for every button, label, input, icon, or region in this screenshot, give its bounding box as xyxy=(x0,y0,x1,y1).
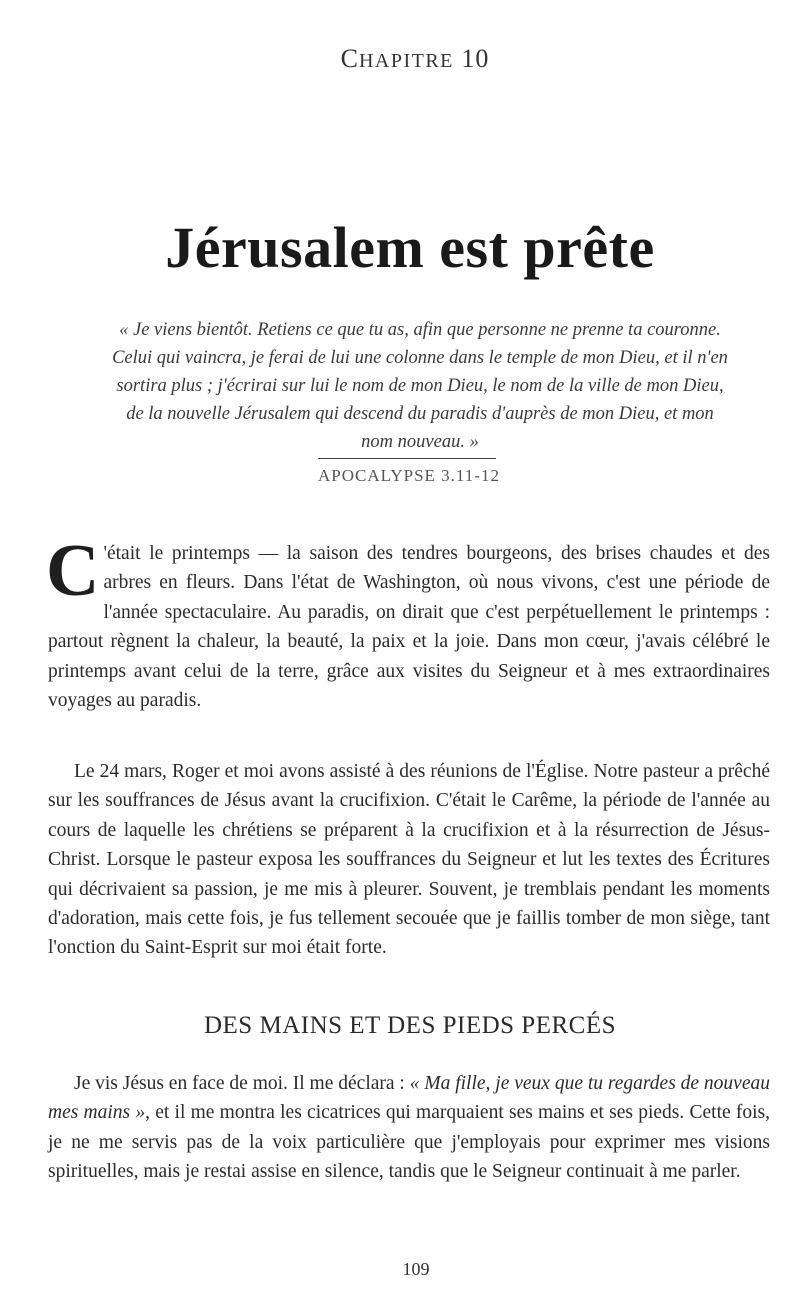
paragraph-1 xyxy=(46,530,770,715)
paragraph-3-end: , et il me montra les cicatrices qui marquaient ses mains et ses pieds. Cette fois, je ne me servis pas de la voix particulière que j'employais pour exprimer mes visions spirituelles, mais je restai assise en silence, tandis que le Seigneur continuait à me parler. xyxy=(48,1102,770,1183)
section-heading: DES MAINS ET DES PIEDS PERCÉS xyxy=(203,1012,617,1039)
chapter-number: 10 xyxy=(461,44,490,73)
epigraph-quote: « Je viens bientôt. Retiens ce que tu as, afin que personne ne prenne ta couronne. Celui qui vaincra, je ferai de lui une colonne dans le temple de mon Dieu, et il n'en sortira plus ; j'écrirai sur lui le nom de mon Dieu, le nom de la ville de mon Dieu, de la nouvelle Jérusalem qui descend du paradis d'auprès de mon Dieu, et mon nom nouveau. » xyxy=(112,320,728,452)
paragraph-3 xyxy=(48,1069,770,1187)
page-number: 109 xyxy=(402,1259,430,1279)
drop-cap: C xyxy=(46,530,100,612)
chapter-title: Jérusalem est prête xyxy=(165,215,655,280)
paragraph-1-text: 'était le printemps — la saison des tendres bourgeons, des brises chaudes et des arbres en fleurs. Dans l'état de Washington, où nous vivons, c'est une période de l'année spectaculaire. Au paradis, on dirait que c'est perpétuellement le printemps : partout règnent la chaleur, la beauté, la paix et la joie. Dans mon cœur, j'avais célébré le printemps avant celui de la terre, grâce aux visites du Seigneur et à mes extraordinaires voyages au paradis. xyxy=(48,543,770,712)
paragraph-2: Le 24 mars, Roger et moi avons assisté à des réunions de l'Église. Notre pasteur a prêché sur les souffrances de Jésus avant la crucifixion. C'était le Carême, la période de l'année au cours de laquelle les chrétiens se préparent à la crucifixion et à la résurrection de Jésus-Christ. Lorsque le pasteur exposa les souffrances du Seigneur et lut les textes des Écritures qui décrivaient sa passion, je me mis à pleurer. Souvent, je tremblais pendant les moments d'adoration, mais cette fois, je fus tellement secouée que je faillis tomber de mon siège, tant l'onction du Saint-Esprit sur moi était forte. xyxy=(48,761,770,959)
chapter-label xyxy=(0,44,800,74)
paragraph-3-quote: « Ma fille, je veux que tu regardes de nouveau mes mains » xyxy=(48,1073,770,1124)
chapter-label-rest: HAPITRE xyxy=(358,50,454,72)
paragraph-3-start: Je vis Jésus en face de moi. Il me déclara : xyxy=(74,1073,410,1094)
chapter-label-initial: C xyxy=(340,44,359,73)
epigraph-source: APOCALYPSE 3.11-12 xyxy=(318,466,500,485)
epigraph-divider xyxy=(318,458,496,459)
